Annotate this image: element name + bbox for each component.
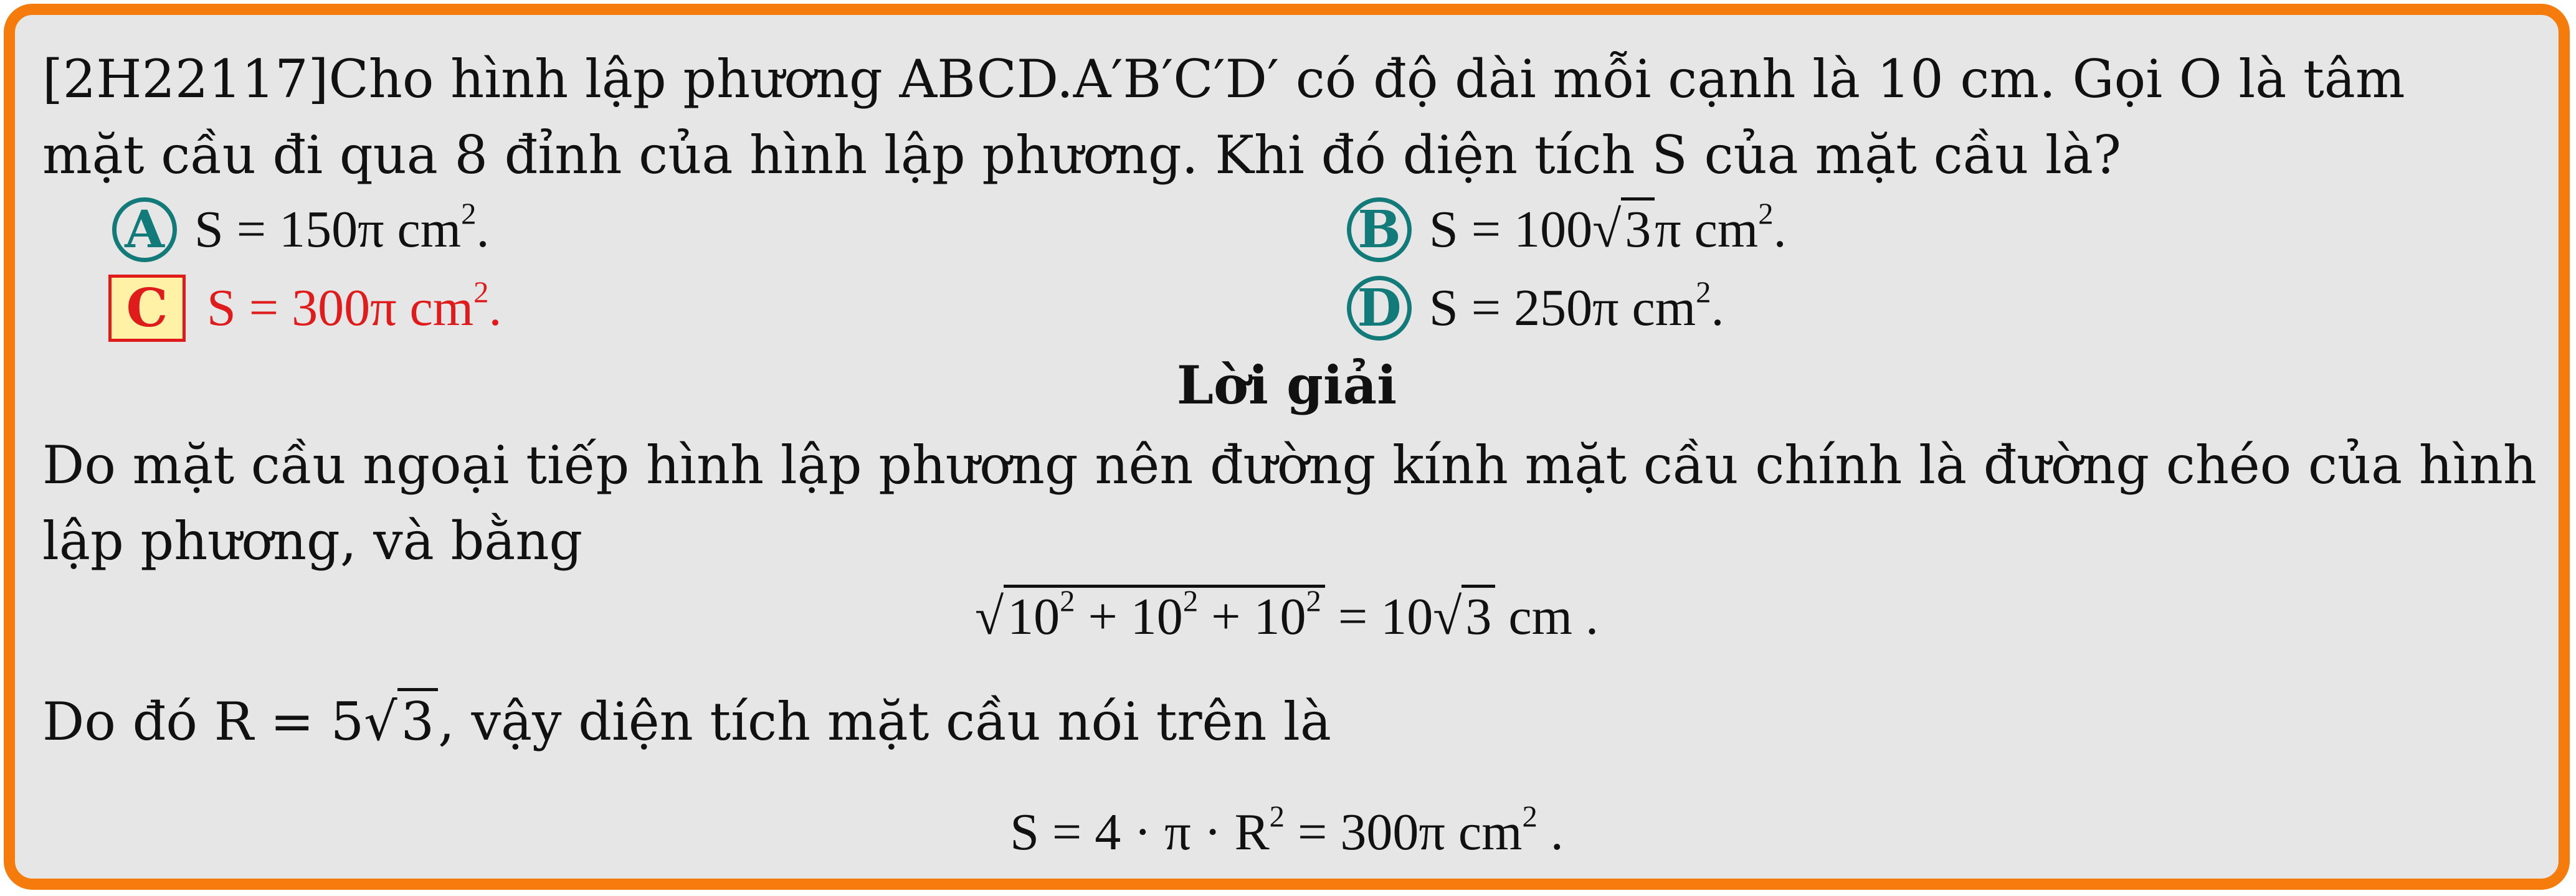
option-d-label: D [1347,276,1412,341]
solution-line-2: lập phương, và bằng [42,511,583,572]
option-c-text: S = 300π $cm^2$. [207,275,502,337]
option-a-label: A [112,197,177,262]
option-d-text: S = 250π $cm^2$. [1429,275,1724,337]
problem-card [4,4,2570,890]
option-a-text: S = 150π $cm^2$. [194,197,490,258]
solution-line-1: Do mặt cầu ngoại tiếp hình lập phương nên đường kính mặt cầu chính là đường chéo của hình [42,435,2537,496]
solution-heading: Lời giải [1176,354,1397,416]
option-b-text: S = 100√3π $cm^2$. [1429,197,1787,258]
option-c-label: C [108,275,186,342]
equation-area: $S = 4 \cdot \pi \cdot R^2 = 300\pi$ $cm^2$ . [1010,799,1564,861]
question-line-2: mặt cầu đi qua 8 đỉnh của hình lập phương. Khi đó diện tích S của mặt cầu là? [42,125,2121,186]
option-c[interactable] [108,274,501,342]
option-a[interactable] [112,196,489,264]
question-line-1: [2H22117]Cho hình lập phương ABCD.A′B′C′D′ có độ dài mỗi cạnh là 10 cm. Gọi O là tâm [42,49,2405,110]
solution-line-3: Do đó R = 5√3, vậy diện tích mặt cầu nói trên là [42,687,1331,756]
option-d[interactable] [1347,274,1724,342]
equation-diagonal: $√10^2 + 10^2 + 10^2 = 10√3$ cm . [974,584,1599,646]
option-b[interactable] [1347,196,1787,264]
option-b-label: B [1347,197,1412,262]
